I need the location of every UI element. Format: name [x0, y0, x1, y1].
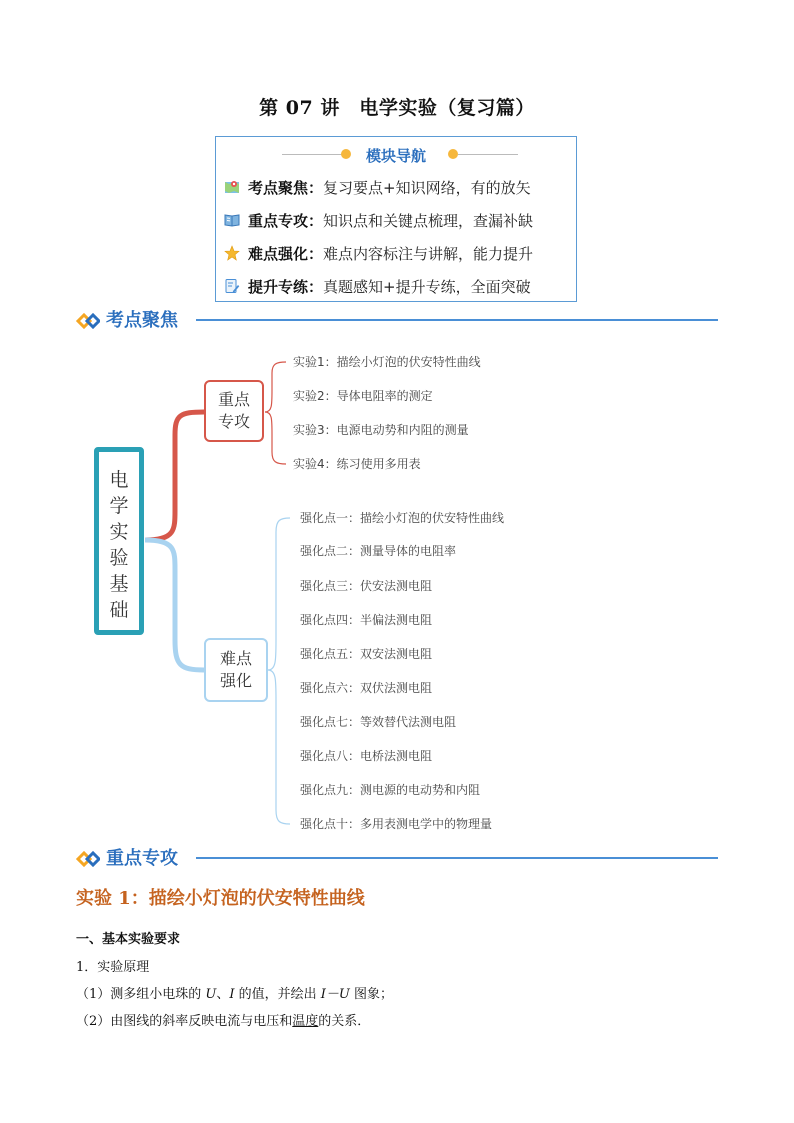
star-icon: [224, 245, 240, 261]
mindmap-leaf: 强化点一：描绘小灯泡的伏安特性曲线: [300, 511, 505, 525]
mindmap-branch-key: 重点 专攻: [204, 380, 264, 442]
double-chevron-icon: [76, 851, 100, 867]
mindmap-leaf: 强化点十：多用表测电学中的物理量: [300, 817, 493, 831]
principle-line-2: （2）由图线的斜率反映电流与电压和温度的关系．: [76, 1014, 371, 1029]
book-icon: [224, 212, 240, 228]
mindmap-leaf: 强化点五：双安法测电阻: [300, 647, 433, 661]
mindmap-leaf: 强化点三：伏安法测电阻: [300, 579, 433, 593]
mindmap-leaf: 实验2：导体电阻率的测定: [293, 389, 433, 403]
mindmap-leaf: 强化点八：电桥法测电阻: [300, 749, 433, 763]
section-rule-focus: [196, 319, 718, 321]
double-chevron-icon: [76, 313, 100, 329]
section-header-key: 重点专攻: [76, 847, 178, 871]
nav-divider-right: [458, 154, 518, 155]
mindmap-branch-hard: 难点 强化: [204, 638, 268, 702]
mindmap-root: 电 学 实 验 基 础: [94, 447, 144, 635]
mindmap-leaf: 实验4：练习使用多用表: [293, 457, 421, 471]
map-icon: [224, 179, 240, 195]
principle-line-1: （1）测多组小电珠的 U、I 的值，并绘出 I－U 图象；: [76, 987, 394, 1002]
nav-row-focus: 考点聚焦：复习要点+知识网络，有的放矢: [224, 177, 531, 199]
experiment-title: 实验 1：描绘小灯泡的伏安特性曲线: [76, 888, 365, 909]
mindmap-leaf: 强化点四：半偏法测电阻: [300, 613, 433, 627]
mindmap-leaf: 强化点二：测量导体的电阻率: [300, 544, 457, 558]
section-rule-key: [196, 857, 718, 859]
nav-row-hard: 难点强化：难点内容标注与讲解，能力提升: [224, 243, 533, 265]
mindmap-leaf: 强化点六：双伏法测电阻: [300, 681, 433, 695]
nav-row-practice: 提升专练：真题感知+提升专练，全面突破: [224, 276, 531, 298]
section-header-focus: 考点聚焦: [76, 309, 178, 333]
nav-dot-right: [448, 149, 458, 159]
item-heading: 1．实验原理: [76, 960, 150, 975]
nav-heading: 模块导航: [365, 147, 426, 165]
nav-row-key: 重点专攻：知识点和关键点梳理，查漏补缺: [224, 210, 533, 232]
subsection-heading: 一、基本实验要求: [76, 932, 181, 947]
mindmap-leaf: 实验3：电源电动势和内阻的测量: [293, 423, 469, 437]
mindmap-leaf: 强化点九：测电源的电动势和内阻: [300, 783, 481, 797]
page-title: 第 07 讲 电学实验（复习篇）: [259, 97, 535, 119]
module-nav-box: [215, 136, 577, 302]
edit-icon: [224, 278, 240, 294]
mindmap-leaf: 强化点七：等效替代法测电阻: [300, 715, 457, 729]
mindmap-leaf: 实验1：描绘小灯泡的伏安特性曲线: [293, 355, 481, 369]
